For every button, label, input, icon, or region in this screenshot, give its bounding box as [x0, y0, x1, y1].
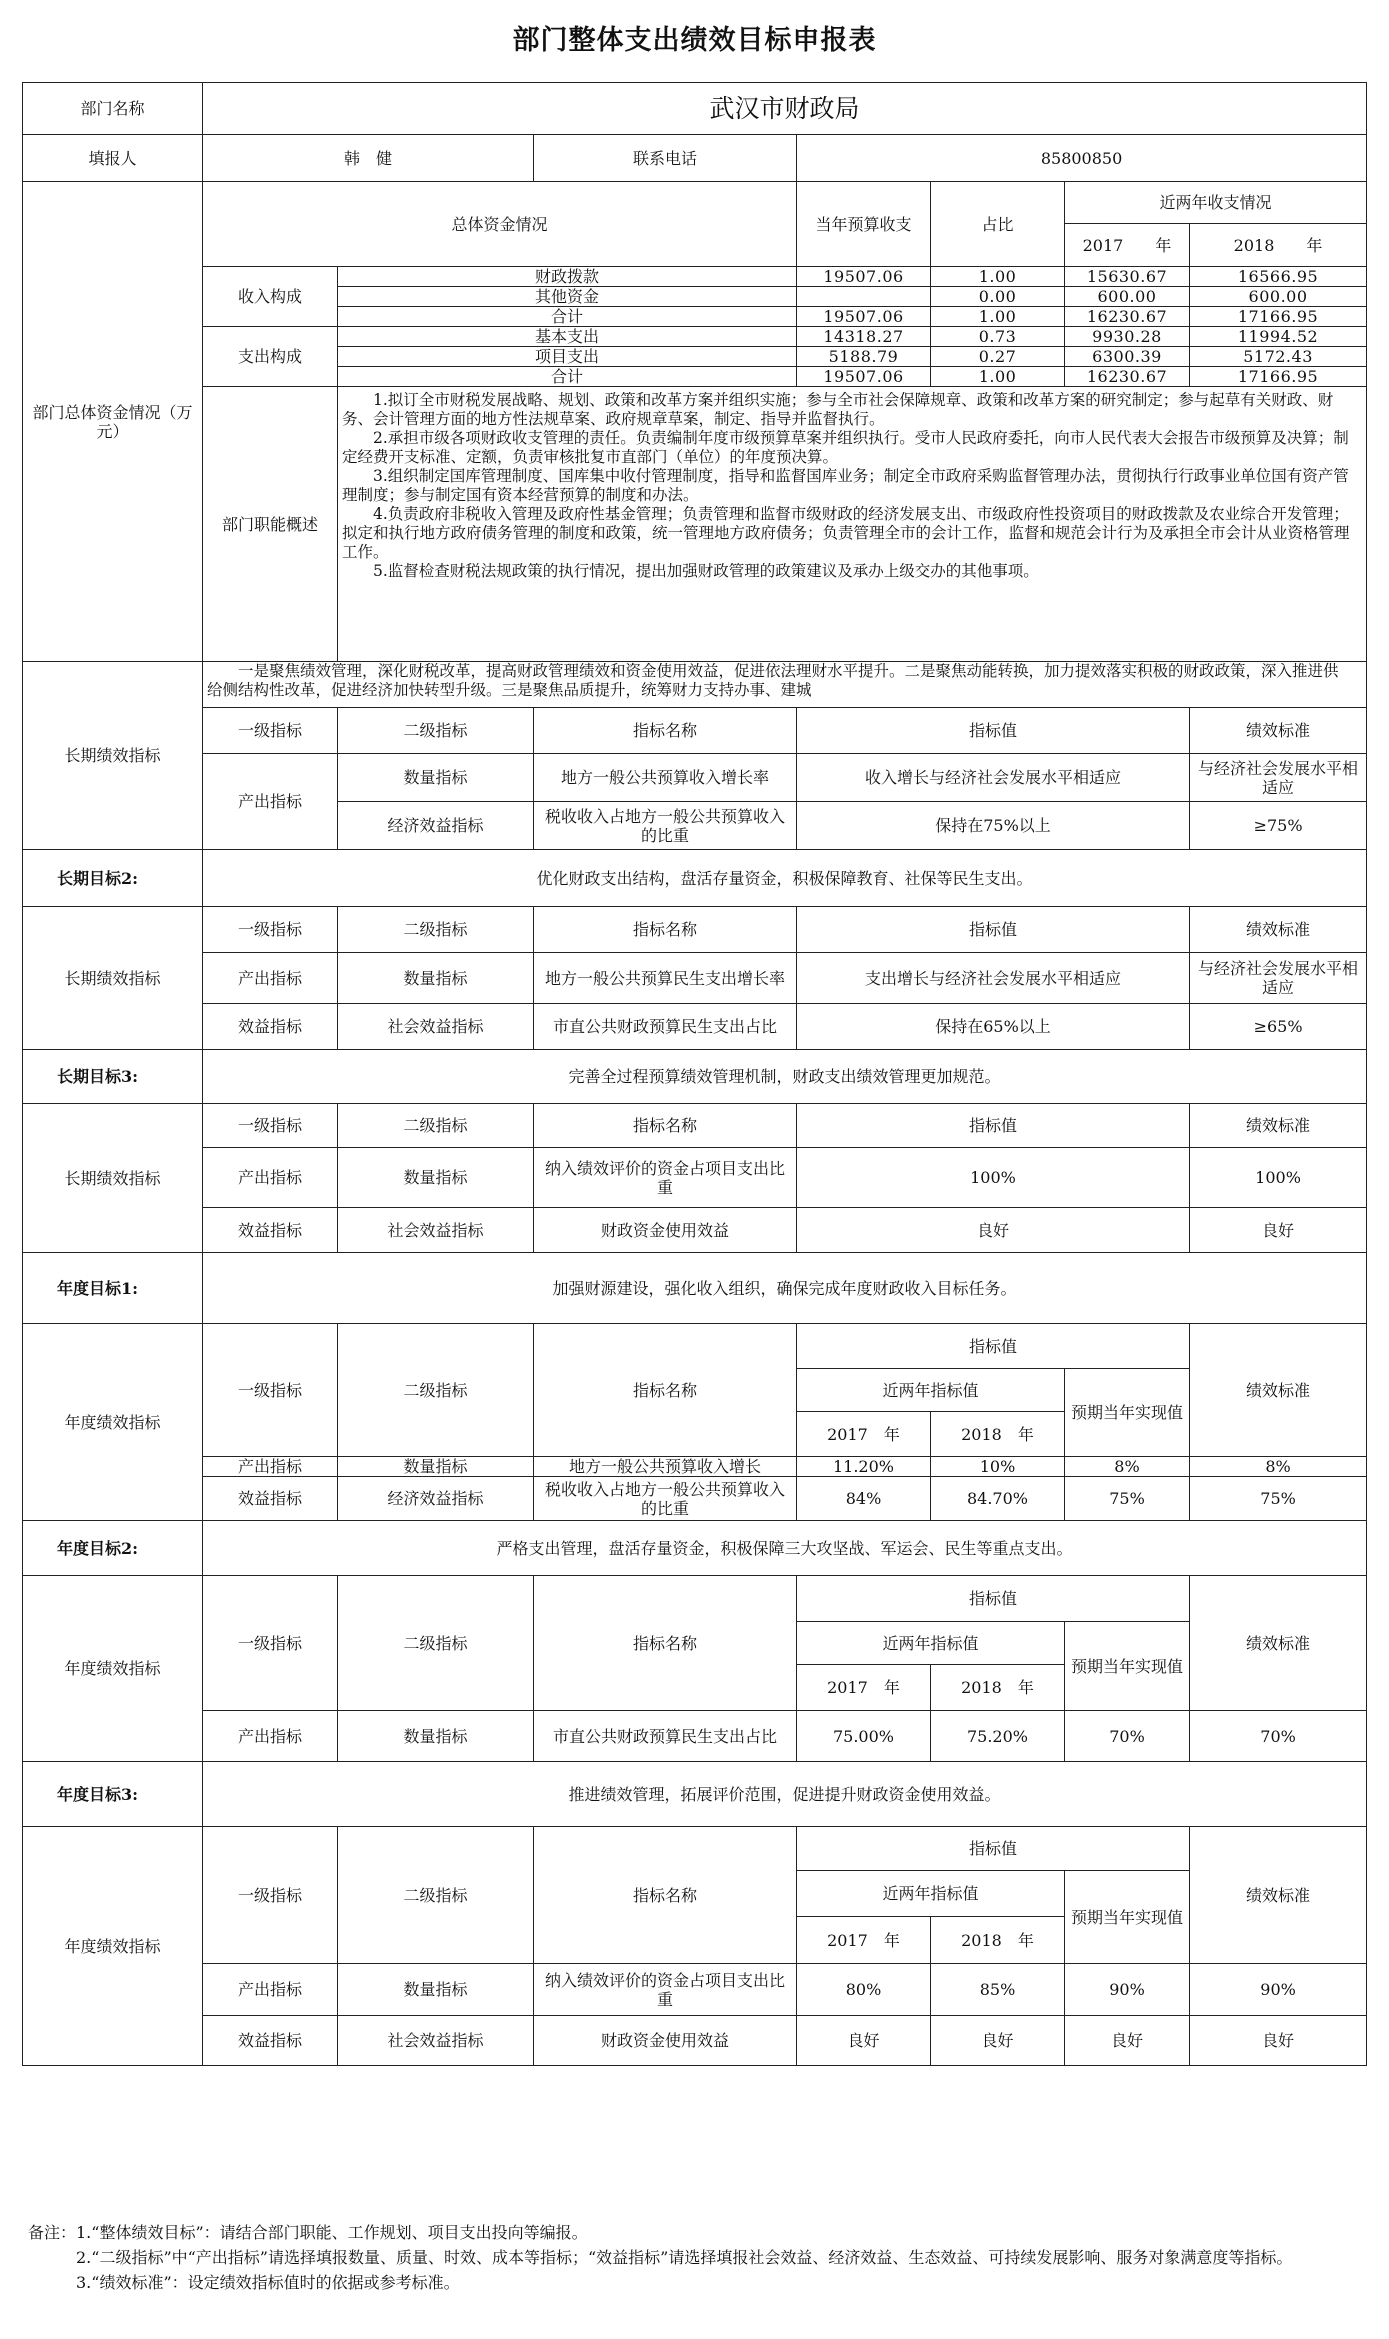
income-budget: 19507.06	[797, 307, 931, 327]
annual-goal2-label: 年度目标2:	[23, 1521, 203, 1576]
note-item: 3.“绩效标准”：设定绩效指标值时的依据或参考标准。	[28, 2273, 460, 2292]
level1-header: 一级指标	[203, 907, 338, 953]
indicator-standard: 良好	[1190, 1208, 1367, 1253]
indicator-standard: 75%	[1190, 1477, 1367, 1521]
level2-header: 二级指标	[338, 1576, 534, 1711]
expense-row	[23, 327, 1367, 347]
income-item: 其他资金	[338, 287, 797, 307]
indicator-name-header: 指标名称	[534, 1827, 797, 1964]
level2-header: 二级指标	[338, 1324, 534, 1457]
goal-row	[23, 1253, 1367, 1324]
indicator-standard: 良好	[1190, 2016, 1367, 2066]
year-2017-header: 2017 年	[797, 1665, 931, 1711]
indicator-level2: 经济效益指标	[338, 1477, 534, 1521]
indicator-row	[23, 754, 1367, 802]
dept-name-label: 部门名称	[23, 83, 203, 135]
indicator-level1: 效益指标	[203, 2016, 338, 2066]
value-2017: 80%	[797, 1964, 931, 2016]
duty-item: 2.承担市级各项财政收支管理的责任。负责编制年度市级预算草案并组织执行。受市人民政府委托，向市人民代表大会报告市级预算及决算；制定经费开支标准、定额，负责审核批复市直部门（单位）的年度预决算。	[342, 429, 1349, 466]
expected-header: 预期当年实现值	[1065, 1622, 1190, 1711]
indicator-level2: 社会效益指标	[338, 2016, 534, 2066]
long-term-indicator-label: 长期绩效指标	[23, 662, 203, 850]
indicator-standard: 与经济社会发展水平相适应	[1190, 953, 1367, 1004]
long-term-indicator-label: 长期绩效指标	[23, 1104, 203, 1253]
level2-header: 二级指标	[338, 907, 534, 953]
duty-item: 1.拟订全市财税发展战略、规划、政策和改革方案并组织实施；参与全市社会保障规章、政策和改革方案的研究制定；参与起草有关财政、财务、会计管理方面的地方性法规草案、政府规章草案，制定、指导并监督执行。	[342, 391, 1334, 428]
income-budget	[797, 287, 931, 307]
annual-header-row	[23, 1827, 1367, 1871]
indicator-name-header: 指标名称	[534, 1576, 797, 1711]
indicator-value-header: 指标值	[797, 1576, 1190, 1622]
annual-goal3-label: 年度目标3:	[23, 1762, 203, 1827]
goal-row	[23, 1762, 1367, 1827]
indicator-value: 保持在65%以上	[797, 1004, 1190, 1050]
year-2017-header: 2017 年	[1065, 224, 1190, 267]
income-2017: 16230.67	[1065, 307, 1190, 327]
indicator-standard: ≥75%	[1190, 802, 1367, 850]
indicator-name: 地方一般公共预算收入增长	[534, 1457, 797, 1477]
indicator-standard: 100%	[1190, 1148, 1367, 1208]
indicator-value: 良好	[797, 1208, 1190, 1253]
indicator-level1: 效益指标	[203, 1004, 338, 1050]
dept-name-row	[23, 83, 1367, 135]
indicator-header-row	[23, 708, 1367, 754]
level2-header: 二级指标	[338, 708, 534, 754]
year-2018-header: 2018 年	[931, 1917, 1065, 1964]
income-2018: 600.00	[1190, 287, 1367, 307]
recent-values-header: 近两年指标值	[797, 1622, 1065, 1665]
overall-funds-header: 总体资金情况	[203, 182, 797, 267]
long-goal1-summary	[203, 662, 1367, 708]
annual-header-row	[23, 1576, 1367, 1622]
income-2018: 17166.95	[1190, 307, 1367, 327]
note-item: 2.“二级指标”中“产出指标”请选择填报数量、质量、时效、成本等指标；“效益指标”请选择填报社会效益、经济效益、生态效益、可持续发展影响、服务对象满意度等指标。	[28, 2248, 1293, 2267]
indicator-standard: 8%	[1190, 1457, 1367, 1477]
annual-goal2-text: 严格支出管理，盘活存量资金，积极保障三大攻坚战、军运会、民生等重点支出。	[203, 1521, 1367, 1576]
value-2018: 84.70%	[931, 1477, 1065, 1521]
recent-values-header: 近两年指标值	[797, 1871, 1065, 1917]
indicator-name: 税收收入占地方一般公共预算收入的比重	[534, 1477, 797, 1521]
level1-header: 一级指标	[203, 1104, 338, 1148]
note-item: 备注：1.“整体绩效目标”：请结合部门职能、工作规划、项目支出投向等编报。	[28, 2223, 588, 2242]
indicator-standard: 90%	[1190, 1964, 1367, 2016]
indicator-name-header: 指标名称	[534, 1324, 797, 1457]
annual-header-row	[23, 1324, 1367, 1369]
indicator-level2: 数量指标	[338, 1457, 534, 1477]
indicator-level2: 社会效益指标	[338, 1208, 534, 1253]
indicator-value: 100%	[797, 1148, 1190, 1208]
goal-row	[23, 850, 1367, 907]
funds-section-label: 部门总体资金情况（万元）	[23, 182, 203, 662]
expense-budget: 5188.79	[797, 347, 931, 367]
value-expected: 90%	[1065, 1964, 1190, 2016]
indicator-value: 支出增长与经济社会发展水平相适应	[797, 953, 1190, 1004]
indicator-value: 收入增长与经济社会发展水平相适应	[797, 754, 1190, 802]
phone-value: 85800850	[797, 135, 1367, 182]
duty-item: 4.负责政府非税收入管理及政府性基金管理；负责管理和监督市级财政的经济发展支出、市级政府性投资项目的财政拨款及农业综合开发管理；拟定和执行地方政府债务管理的制度和政策，统一管理地方政府债务；负责管理全市的会计工作，监督和规范会计行为及承担全市会计从业资格管理工作。	[342, 505, 1350, 561]
long-goal1-summary-text: 一是聚焦绩效管理，深化财税改革，提高财政管理绩效和资金使用效益，促进依法理财水平提升。二是聚焦动能转换，加力提效落实积极的财政政策，深入推进供给侧结构性改革，促进经济加快转型升级。三是聚焦品质提升，统筹财力支持办事、建城	[207, 662, 1339, 699]
year-2017-header: 2017 年	[797, 1917, 931, 1964]
indicator-name: 地方一般公共预算收入增长率	[534, 754, 797, 802]
indicator-row	[23, 1208, 1367, 1253]
filler-value: 韩 健	[203, 135, 534, 182]
annual-indicator-row	[23, 1964, 1367, 2016]
indicator-level2: 数量指标	[338, 1148, 534, 1208]
annual-indicator-row	[23, 1457, 1367, 1477]
level1-header: 一级指标	[203, 1324, 338, 1457]
income-2017: 15630.67	[1065, 267, 1190, 287]
indicator-name: 税收收入占地方一般公共预算收入的比重	[534, 802, 797, 850]
indicator-standard: 与经济社会发展水平相适应	[1190, 754, 1367, 802]
indicator-level1: 产出指标	[203, 1964, 338, 2016]
expense-ratio: 1.00	[931, 367, 1065, 387]
expense-item: 项目支出	[338, 347, 797, 367]
expense-ratio: 0.73	[931, 327, 1065, 347]
notes	[28, 2220, 1358, 2295]
annual-indicator-label: 年度绩效指标	[23, 1324, 203, 1521]
expense-label: 支出构成	[203, 327, 338, 387]
indicator-value-header: 指标值	[797, 1104, 1190, 1148]
income-2017: 600.00	[1065, 287, 1190, 307]
page-title: 部门整体支出绩效目标申报表	[512, 25, 877, 56]
indicator-standard: 70%	[1190, 1711, 1367, 1762]
standard-header: 绩效标准	[1190, 1324, 1367, 1457]
indicator-name-header: 指标名称	[534, 708, 797, 754]
long-goal3-label: 长期目标3:	[23, 1050, 203, 1104]
long-goal1-summary-row	[23, 662, 1367, 708]
indicator-row	[23, 1004, 1367, 1050]
expense-2018: 17166.95	[1190, 367, 1367, 387]
indicator-name: 地方一般公共预算民生支出增长率	[534, 953, 797, 1004]
indicator-name: 纳入绩效评价的资金占项目支出比重	[534, 1964, 797, 2016]
long-goal2-text: 优化财政支出结构，盘活存量资金，积极保障教育、社保等民生支出。	[203, 850, 1367, 907]
income-2018: 16566.95	[1190, 267, 1367, 287]
indicator-value-header: 指标值	[797, 708, 1190, 754]
indicator-name: 纳入绩效评价的资金占项目支出比重	[534, 1148, 797, 1208]
standard-header: 绩效标准	[1190, 1104, 1367, 1148]
indicator-level2: 数量指标	[338, 1711, 534, 1762]
long-term-indicator-label: 长期绩效指标	[23, 907, 203, 1050]
indicator-level2: 社会效益指标	[338, 1004, 534, 1050]
indicator-name-header: 指标名称	[534, 907, 797, 953]
duties-text	[338, 387, 1367, 662]
annual-indicator-row	[23, 1711, 1367, 1762]
standard-header: 绩效标准	[1190, 907, 1367, 953]
expense-ratio: 0.27	[931, 347, 1065, 367]
value-2017: 良好	[797, 2016, 931, 2066]
indicator-level1: 效益指标	[203, 1208, 338, 1253]
indicator-name: 市直公共财政预算民生支出占比	[534, 1711, 797, 1762]
expense-2017: 16230.67	[1065, 367, 1190, 387]
income-ratio: 0.00	[931, 287, 1065, 307]
ratio-header: 占比	[931, 182, 1065, 267]
annual-indicator-row	[23, 1477, 1367, 1521]
indicator-name: 财政资金使用效益	[534, 2016, 797, 2066]
income-row	[23, 267, 1367, 287]
recent-values-header: 近两年指标值	[797, 1369, 1065, 1412]
value-expected: 70%	[1065, 1711, 1190, 1762]
level2-header: 二级指标	[338, 1827, 534, 1964]
duty-item: 3.组织制定国库管理制度、国库集中收付管理制度，指导和监督国库业务；制定全市政府采购监督管理办法，贯彻执行行政事业单位国有资产管理制度；参与制定国有资本经营预算的制度和办法。	[342, 467, 1349, 504]
income-budget: 19507.06	[797, 267, 931, 287]
indicator-level2: 数量指标	[338, 754, 534, 802]
level1-header: 一级指标	[203, 1576, 338, 1711]
indicator-level1: 产出指标	[203, 1711, 338, 1762]
annual-goal1-label: 年度目标1:	[23, 1253, 203, 1324]
expected-header: 预期当年实现值	[1065, 1369, 1190, 1457]
budget-header: 当年预算收支	[797, 182, 931, 267]
expense-item: 基本支出	[338, 327, 797, 347]
standard-header: 绩效标准	[1190, 1576, 1367, 1711]
value-2018: 10%	[931, 1457, 1065, 1477]
dept-name-value: 武汉市财政局	[203, 83, 1367, 135]
indicator-name: 财政资金使用效益	[534, 1208, 797, 1253]
performance-table	[22, 82, 1367, 2066]
indicator-level2: 经济效益指标	[338, 802, 534, 850]
indicator-level1: 产出指标	[203, 1148, 338, 1208]
duties-row	[23, 387, 1367, 662]
year-2018-header: 2018 年	[931, 1412, 1065, 1457]
expected-header: 预期当年实现值	[1065, 1871, 1190, 1964]
duty-item: 5.监督检查财税法规政策的执行情况，提出加强财政管理的政策建议及承办上级交办的其他事项。	[373, 562, 1039, 580]
indicator-value: 保持在75%以上	[797, 802, 1190, 850]
duties-label: 部门职能概述	[203, 387, 338, 662]
recent-years-header: 近两年收支情况	[1065, 182, 1367, 224]
indicator-standard: ≥65%	[1190, 1004, 1367, 1050]
value-2017: 11.20%	[797, 1457, 931, 1477]
funds-header-row	[23, 182, 1367, 224]
level1-header: 一级指标	[203, 1827, 338, 1964]
indicator-value-header: 指标值	[797, 1827, 1190, 1871]
phone-label: 联系电话	[534, 135, 797, 182]
indicator-value-header: 指标值	[797, 1324, 1190, 1369]
level1-header: 一级指标	[203, 708, 338, 754]
value-2018: 75.20%	[931, 1711, 1065, 1762]
expense-budget: 19507.06	[797, 367, 931, 387]
indicator-level2: 数量指标	[338, 1964, 534, 2016]
annual-goal1-text: 加强财源建设，强化收入组织，确保完成年度财政收入目标任务。	[203, 1253, 1367, 1324]
year-2018-header: 2018 年	[931, 1665, 1065, 1711]
year-2018-header: 2018 年	[1190, 224, 1367, 267]
value-expected: 良好	[1065, 2016, 1190, 2066]
expense-2018: 11994.52	[1190, 327, 1367, 347]
annual-goal3-text: 推进绩效管理，拓展评价范围，促进提升财政资金使用效益。	[203, 1762, 1367, 1827]
expense-2017: 9930.28	[1065, 327, 1190, 347]
income-ratio: 1.00	[931, 267, 1065, 287]
year-2017-header: 2017 年	[797, 1412, 931, 1457]
expense-item: 合计	[338, 367, 797, 387]
expense-budget: 14318.27	[797, 327, 931, 347]
income-label: 收入构成	[203, 267, 338, 327]
level2-header: 二级指标	[338, 1104, 534, 1148]
goal-row	[23, 1521, 1367, 1576]
indicator-header-row	[23, 907, 1367, 953]
filler-row	[23, 135, 1367, 182]
indicator-level1: 产出指标	[203, 1457, 338, 1477]
standard-header: 绩效标准	[1190, 708, 1367, 754]
indicator-level1: 产出指标	[203, 953, 338, 1004]
indicator-name: 市直公共财政预算民生支出占比	[534, 1004, 797, 1050]
value-2018: 良好	[931, 2016, 1065, 2066]
goal-row	[23, 1050, 1367, 1104]
filler-label: 填报人	[23, 135, 203, 182]
long-goal3-text: 完善全过程预算绩效管理机制，财政支出绩效管理更加规范。	[203, 1050, 1367, 1104]
expense-2018: 5172.43	[1190, 347, 1367, 367]
income-ratio: 1.00	[931, 307, 1065, 327]
indicator-name-header: 指标名称	[534, 1104, 797, 1148]
indicator-row	[23, 1148, 1367, 1208]
value-2017: 84%	[797, 1477, 931, 1521]
indicator-header-row	[23, 1104, 1367, 1148]
value-expected: 75%	[1065, 1477, 1190, 1521]
income-item: 财政拨款	[338, 267, 797, 287]
expense-2017: 6300.39	[1065, 347, 1190, 367]
indicator-level1: 效益指标	[203, 1477, 338, 1521]
value-2017: 75.00%	[797, 1711, 931, 1762]
long-goal2-label: 长期目标2:	[23, 850, 203, 907]
income-item: 合计	[338, 307, 797, 327]
indicator-row	[23, 953, 1367, 1004]
indicator-level1: 产出指标	[203, 754, 338, 850]
indicator-value-header: 指标值	[797, 907, 1190, 953]
value-expected: 8%	[1065, 1457, 1190, 1477]
annual-indicator-label: 年度绩效指标	[23, 1827, 203, 2066]
indicator-level2: 数量指标	[338, 953, 534, 1004]
standard-header: 绩效标准	[1190, 1827, 1367, 1964]
value-2018: 85%	[931, 1964, 1065, 2016]
annual-indicator-row	[23, 2016, 1367, 2066]
annual-indicator-label: 年度绩效指标	[23, 1576, 203, 1762]
